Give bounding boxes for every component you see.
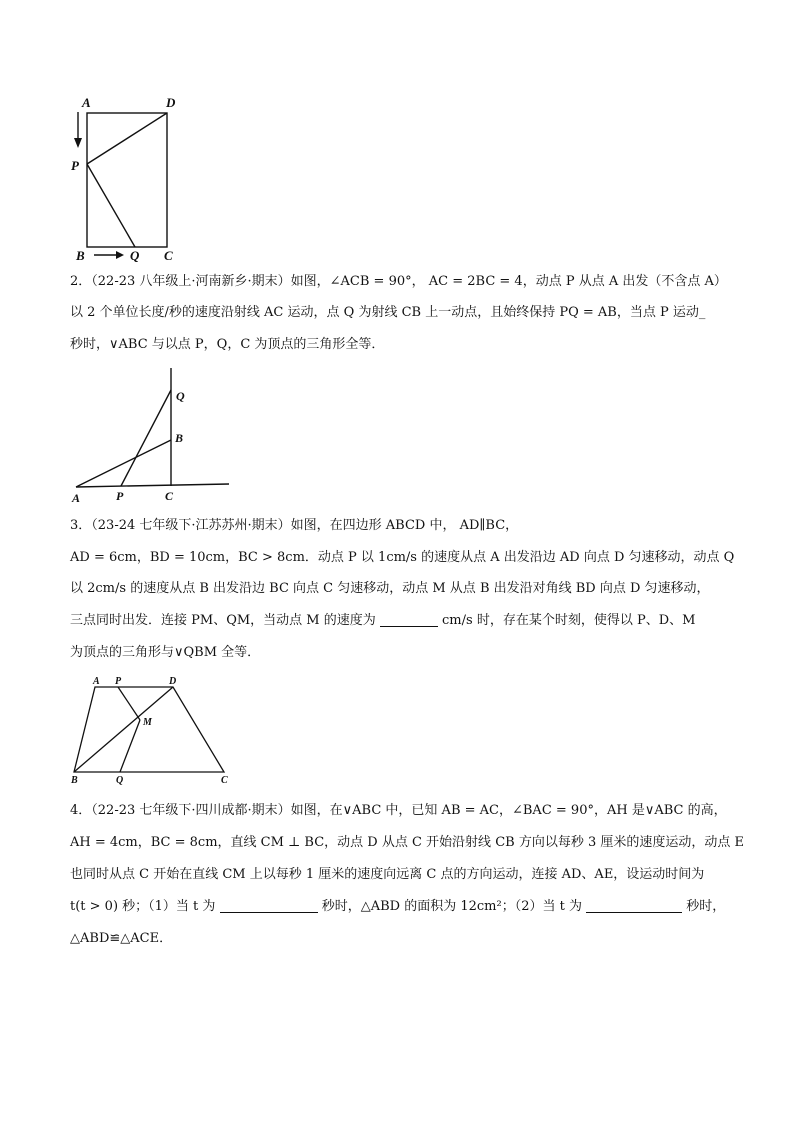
- label-b: B: [175, 431, 184, 445]
- label-a: A: [93, 676, 100, 687]
- q2-line-1: 2．（22-23 八年级上·河南新乡·期末）如图，∠ACB = 90°， AC = 2BC = 4，动点 P 从点 A 出发（不含点 A）: [70, 274, 727, 289]
- label-q: Q: [176, 389, 185, 403]
- label-a: A: [82, 95, 91, 110]
- q2-line-3: 秒时，∨ABC 与以点 P，Q，C 为顶点的三角形全等．: [70, 337, 385, 352]
- q3-line-4: [70, 611, 695, 631]
- segment-pd: [87, 113, 167, 164]
- label-d: D: [166, 95, 176, 110]
- label-q: Q: [130, 248, 140, 263]
- q4-answer-blank-1[interactable]: [220, 898, 318, 913]
- q3-line-4-text-b: cm/s 时，存在某个时刻，使得以 P、D、M: [442, 613, 696, 628]
- label-d: D: [169, 676, 177, 687]
- q4-line-4-text-b: 秒时，△ABD 的面积为 12cm²；（2）当 t 为: [321, 899, 582, 914]
- segment-pq: [87, 164, 135, 247]
- segment-pm: [118, 687, 140, 720]
- q4-line-4: [70, 897, 725, 917]
- q4-line-4-text-c: 秒时，: [686, 899, 726, 914]
- q4-answer-blank-2[interactable]: [586, 898, 682, 913]
- segment-pq: [121, 390, 171, 486]
- q3-line-1: 3．（23-24 七年级下·江苏苏州·期末）如图，在四边形 ABCD 中， AD∥BC，: [70, 518, 519, 533]
- q4-line-5: △ABD≌△ACE．: [70, 931, 173, 946]
- trapezoid-abcd: [74, 687, 224, 772]
- figure-rectangle: [60, 92, 190, 264]
- label-c: C: [165, 489, 174, 503]
- label-a: A: [72, 491, 81, 505]
- q3-line-4-text: 三点同时出发．连接 PM、QM，当动点 M 的速度为: [70, 613, 376, 628]
- label-b: B: [71, 775, 78, 786]
- q4-line-3: 也同时从点 C 开始在直线 CM 上以每秒 1 厘米的速度向远离 C 点的方向运动，连接 AD、AE，设运动时间为: [70, 867, 705, 882]
- q3-line-3: 以 2cm/s 的速度从点 B 出发沿边 BC 向点 C 匀速移动，动点 M 从点 B 出发沿对角线 BD 向点 D 匀速移动，: [70, 581, 710, 596]
- q3-line-5: 为顶点的三角形与∨QBM 全等．: [70, 645, 261, 660]
- arrow-right-head-icon: [116, 251, 124, 259]
- label-c: C: [221, 775, 228, 786]
- diagonal-bd: [74, 687, 173, 772]
- label-p: P: [71, 158, 79, 173]
- label-c: C: [164, 248, 173, 263]
- arrow-down-head-icon: [74, 138, 82, 148]
- figure-triangles: [66, 360, 236, 505]
- label-p: P: [115, 676, 122, 687]
- label-b: B: [76, 248, 85, 263]
- q2-line-2: 以 2 个单位长度/秒的速度沿射线 AC 运动，点 Q 为射线 CB 上一动点，且始终保持 PQ = AB，当点 P 运动_: [70, 305, 706, 320]
- figure-trapezoid: [64, 672, 239, 790]
- q3-answer-blank[interactable]: [380, 612, 438, 627]
- rectangle-abcd: [87, 113, 167, 247]
- label-q: Q: [116, 775, 124, 786]
- q3-line-2: AD = 6cm，BD = 10cm，BC > 8cm．动点 P 以 1cm/s 的速度从点 A 出发沿边 AD 向点 D 匀速移动，动点 Q: [70, 550, 735, 565]
- ray-ac: [76, 484, 229, 487]
- q4-line-4-text-a: t(t > 0) 秒；（1）当 t 为: [70, 899, 216, 914]
- label-p: P: [116, 489, 124, 503]
- label-m: M: [143, 717, 152, 728]
- q4-line-1: 4．（22-23 七年级下·四川成都·期末）如图，在∨ABC 中，已知 AB = AC，∠BAC = 90°，AH 是∨ABC 的高，: [70, 803, 727, 818]
- segment-qm: [120, 720, 140, 772]
- q4-line-2: AH = 4cm，BC = 8cm，直线 CM ⊥ BC，动点 D 从点 C 开始沿射线 CB 方向以每秒 3 厘米的速度运动，动点 E: [70, 835, 744, 850]
